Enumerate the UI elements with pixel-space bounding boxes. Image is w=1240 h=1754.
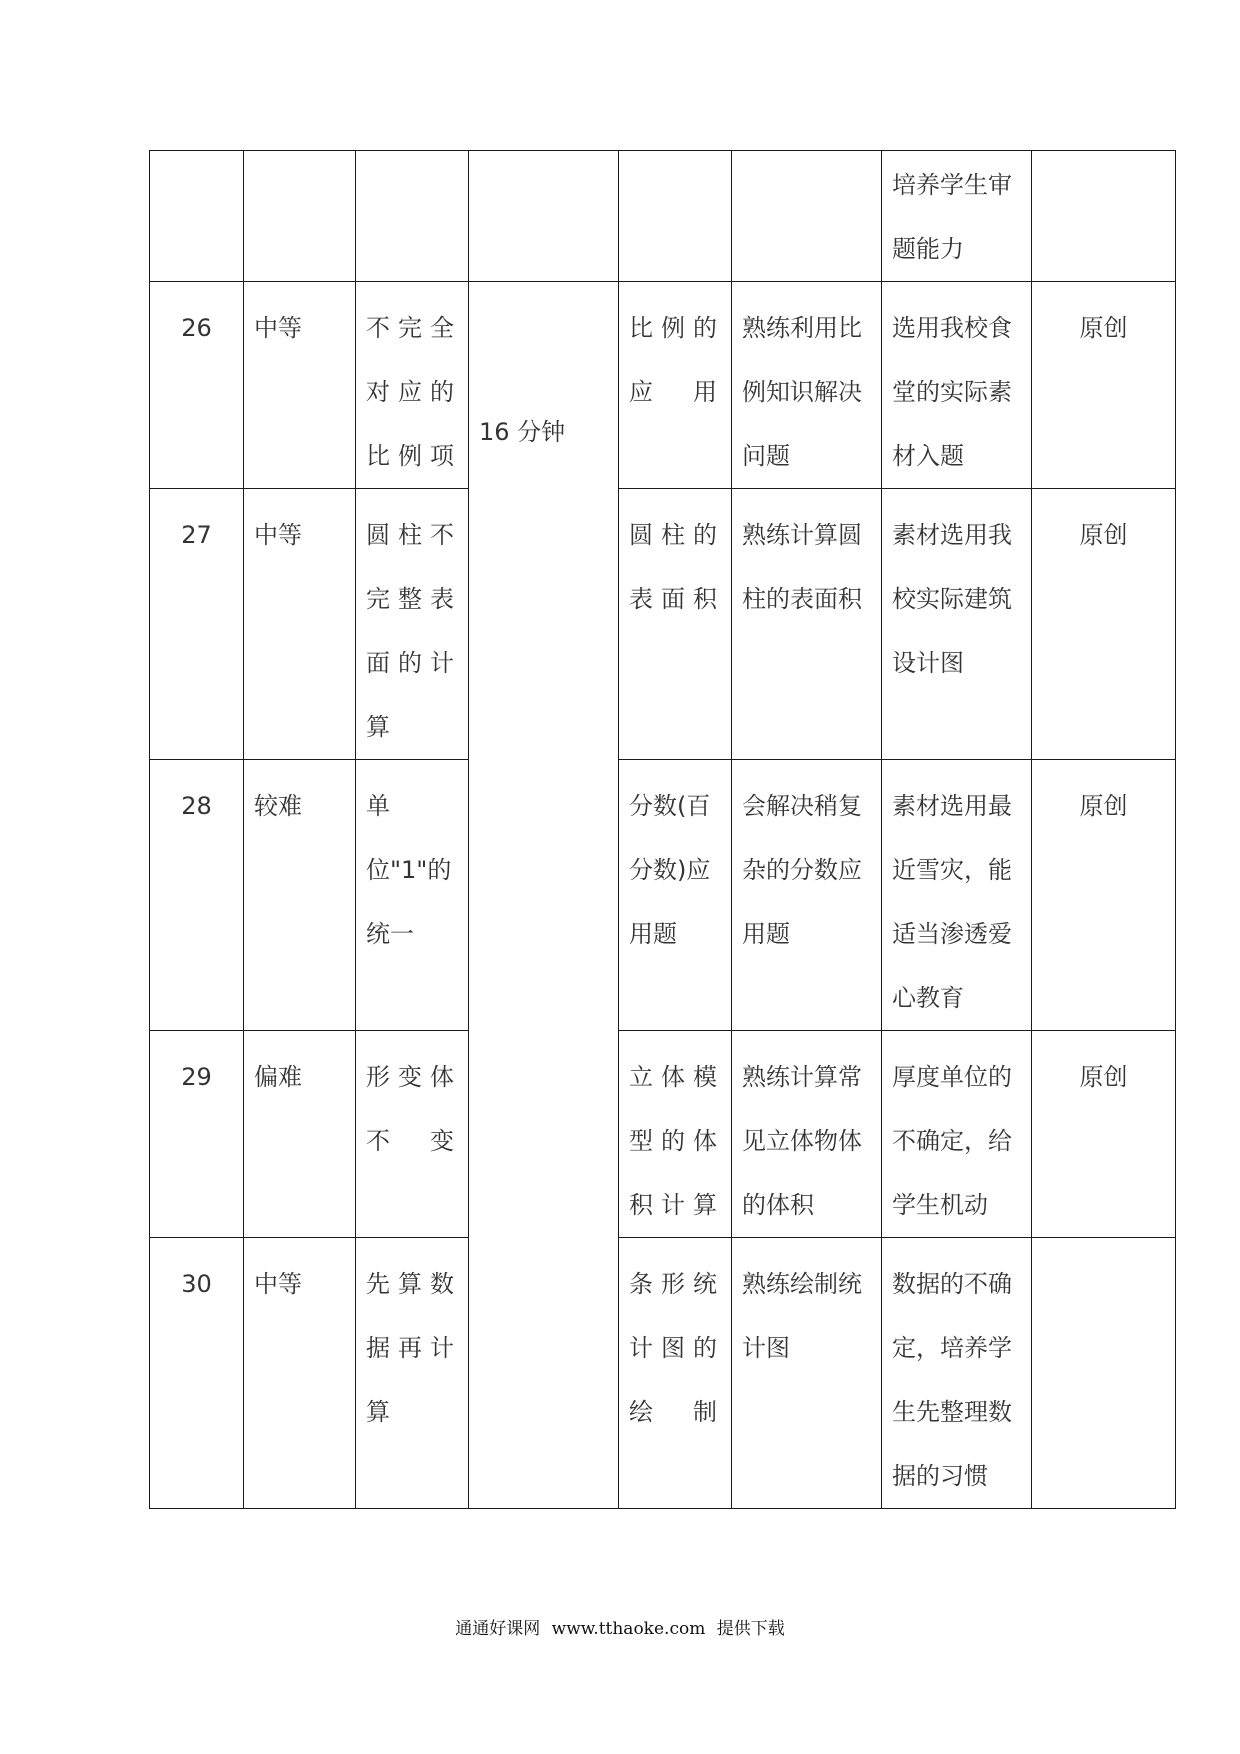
- cell-goal: 熟练计算常见立体物体的体积: [732, 1031, 882, 1238]
- cell-empty: [1032, 151, 1176, 282]
- table-row: [150, 282, 1176, 489]
- cell-question-number: 27: [150, 489, 244, 760]
- cell-question-number: 26: [150, 282, 244, 489]
- cell-source: 原创: [1032, 489, 1176, 760]
- cell-question-number: 29: [150, 1031, 244, 1238]
- cell-source: 原创: [1032, 1031, 1176, 1238]
- cell-feature: [882, 151, 1032, 282]
- cell-goal: 熟练利用比例知识解决问题: [732, 282, 882, 489]
- cell-knowledge: 圆柱的表面积: [619, 489, 732, 760]
- feature-text: 培养学生审题能力: [892, 171, 1012, 263]
- cell-empty: [619, 151, 732, 282]
- cell-knowledge: 比例的应用: [619, 282, 732, 489]
- cell-point: 先算数据再计算: [356, 1238, 469, 1509]
- table-row: [150, 760, 1176, 1031]
- cell-feature: 素材选用我校实际建筑设计图: [882, 489, 1032, 760]
- cell-difficulty: 中等: [244, 489, 356, 760]
- cell-point: 单位"1"的统一: [356, 760, 469, 1031]
- cell-empty: [469, 151, 619, 282]
- table-row: [150, 1031, 1176, 1238]
- cell-difficulty: 较难: [244, 760, 356, 1031]
- cell-knowledge: 条形统计图的绘制: [619, 1238, 732, 1509]
- cell-difficulty: 中等: [244, 1238, 356, 1509]
- cell-empty: [244, 151, 356, 282]
- cell-feature: 选用我校食堂的实际素材入题: [882, 282, 1032, 489]
- cell-source: 原创: [1032, 760, 1176, 1031]
- cell-feature: 素材选用最近雪灾，能适当渗透爱心教育: [882, 760, 1032, 1031]
- cell-difficulty: 偏难: [244, 1031, 356, 1238]
- cell-question-number: 30: [150, 1238, 244, 1509]
- cell-empty: [356, 151, 469, 282]
- question-table: [149, 150, 1176, 1509]
- cell-goal: 熟练计算圆柱的表面积: [732, 489, 882, 760]
- table-row-continued: [150, 151, 1176, 282]
- page-footer: 通通好课网 www.tthaoke.com 提供下载: [455, 1619, 785, 1639]
- cell-knowledge: 分数(百分数)应用题: [619, 760, 732, 1031]
- cell-point: 形变体不变: [356, 1031, 469, 1238]
- cell-empty: [732, 151, 882, 282]
- cell-empty: [150, 151, 244, 282]
- cell-difficulty: 中等: [244, 282, 356, 489]
- table-row: [150, 1238, 1176, 1509]
- cell-feature: 厚度单位的不确定，给学生机动: [882, 1031, 1032, 1238]
- cell-feature: 数据的不确定，培养学生先整理数据的习惯: [882, 1238, 1032, 1509]
- cell-point: 不完全对应的比例项: [356, 282, 469, 489]
- cell-knowledge: 立体模型的体积计算: [619, 1031, 732, 1238]
- cell-goal: 熟练绘制统计图: [732, 1238, 882, 1509]
- cell-source: [1032, 1238, 1176, 1509]
- cell-source: 原创: [1032, 282, 1176, 489]
- cell-goal: 会解决稍复杂的分数应用题: [732, 760, 882, 1031]
- table-row: [150, 489, 1176, 760]
- cell-question-number: 28: [150, 760, 244, 1031]
- cell-time: 16 分钟: [469, 282, 619, 1509]
- cell-point: 圆柱不完整表面的计算: [356, 489, 469, 760]
